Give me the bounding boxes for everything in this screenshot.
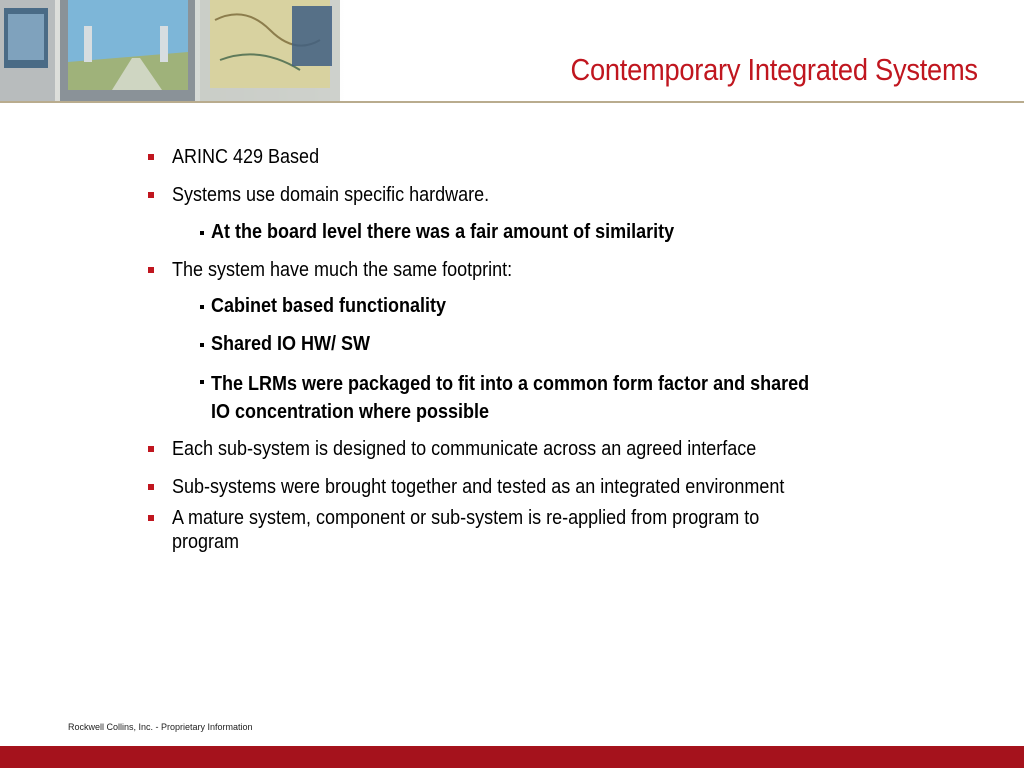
bullet-marker-icon <box>148 484 154 490</box>
bullet-marker-icon <box>148 192 154 198</box>
footer-bar <box>0 746 1024 768</box>
sub-bullet-text: Shared IO HW/ SW <box>211 333 371 355</box>
sub-bullet-marker-icon <box>200 305 204 309</box>
sub-bullet-marker-icon <box>200 343 204 347</box>
sub-bullet-text: At the board level there was a fair amount of similarity <box>211 221 675 243</box>
bullet-marker-icon <box>148 154 154 160</box>
bullet-marker-icon <box>148 515 154 521</box>
header-rule <box>0 101 1024 103</box>
header-cockpit-image <box>0 0 345 103</box>
sub-bullet-marker-icon <box>200 231 204 235</box>
sub-bullet-marker-icon <box>200 380 204 384</box>
bullet-text: A mature system, component or sub-system is re-applied from program to <box>172 507 760 529</box>
bullet-item <box>148 437 928 461</box>
bullet-list <box>148 145 928 554</box>
bullet-item <box>148 183 928 207</box>
bullet-item <box>148 145 928 169</box>
footer-text: Rockwell Collins, Inc. - Proprietary Information <box>68 722 253 732</box>
bullet-text: Systems use domain specific hardware. <box>172 184 490 206</box>
bullet-item <box>148 475 928 499</box>
bullet-text-continuation: program <box>172 531 240 553</box>
bullet-text: The system have much the same footprint: <box>172 259 513 281</box>
sub-bullet-text: Cabinet based functionality <box>211 295 447 317</box>
sub-bullet-item <box>148 294 928 318</box>
bullet-item <box>148 258 928 282</box>
bullet-item <box>148 506 928 554</box>
bullet-text: Sub-systems were brought together and tested as an integrated environment <box>172 476 785 498</box>
sub-bullet-item <box>148 332 928 356</box>
bullet-marker-icon <box>148 446 154 452</box>
sub-bullet-text-continuation: IO concentration where possible <box>211 401 490 423</box>
sub-bullet-item <box>148 220 928 244</box>
bullet-text: ARINC 429 Based <box>172 146 320 168</box>
bullet-text: Each sub-system is designed to communicate across an agreed interface <box>172 438 757 460</box>
slide-title: Contemporary Integrated Systems <box>570 52 978 87</box>
sub-bullet-item <box>148 369 928 424</box>
sub-bullet-text: The LRMs were packaged to fit into a common form factor and shared <box>211 373 810 395</box>
bullet-marker-icon <box>148 267 154 273</box>
cockpit-illustration <box>0 0 345 103</box>
